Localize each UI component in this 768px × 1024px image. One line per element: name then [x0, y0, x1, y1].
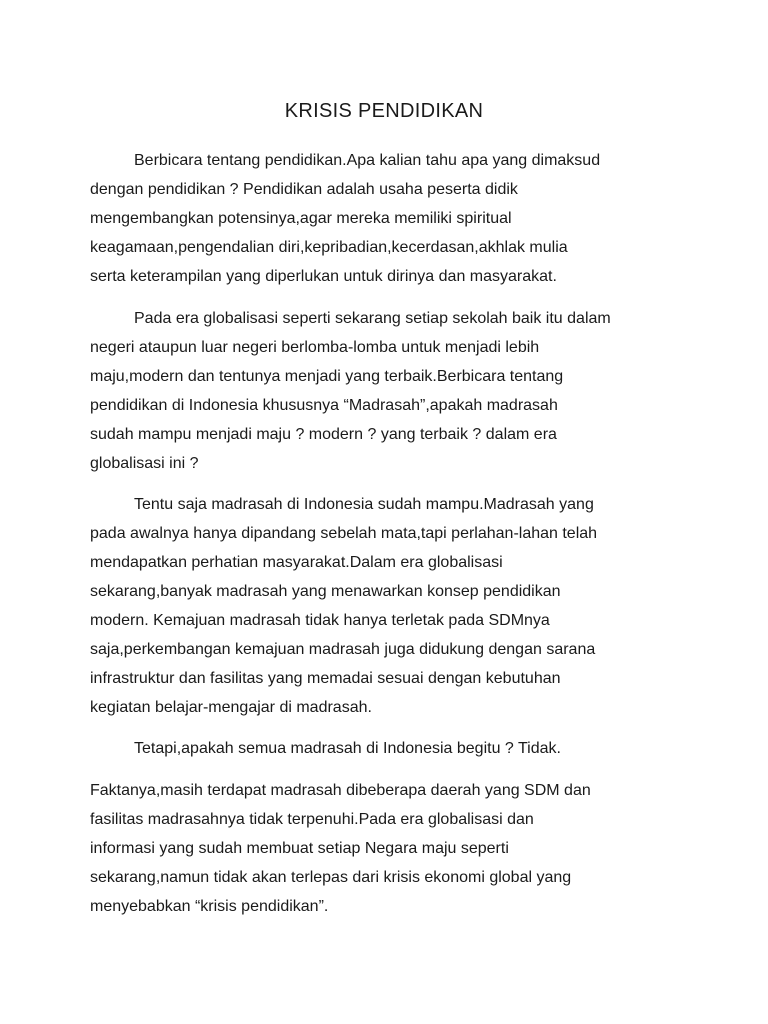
- text-line: fasilitas madrasahnya tidak terpenuhi.Pada era globalisasi dan: [90, 811, 534, 828]
- text-line: Pada era globalisasi seperti sekarang setiap sekolah baik itu dalam: [134, 310, 611, 327]
- text-line: dengan pendidikan ? Pendidikan adalah usaha peserta didik: [90, 181, 518, 198]
- text-line: keagamaan,pengendalian diri,kepribadian,kecerdasan,akhlak mulia: [90, 239, 568, 256]
- paragraph-5: [90, 776, 690, 921]
- text-line: pada awalnya hanya dipandang sebelah mata,tapi perlahan-lahan telah: [90, 525, 598, 542]
- text-line: maju,modern dan tentunya menjadi yang terbaik.Berbicara tentang: [90, 368, 564, 385]
- paragraph-2: [90, 304, 690, 478]
- page-title: KRISIS PENDIDIKAN: [284, 100, 484, 122]
- paragraph-3: [90, 490, 690, 722]
- paragraph-4: [90, 734, 690, 763]
- text-line: Faktanya,masih terdapat madrasah dibeberapa daerah yang SDM dan: [90, 782, 591, 799]
- text-line: serta keterampilan yang diperlukan untuk dirinya dan masyarakat.: [90, 268, 557, 285]
- text-line: sudah mampu menjadi maju ? modern ? yang terbaik ? dalam era: [90, 426, 557, 443]
- text-line: sekarang,banyak madrasah yang menawarkan konsep pendidikan: [90, 583, 561, 600]
- text-line: sekarang,namun tidak akan terlepas dari krisis ekonomi global yang: [90, 869, 572, 886]
- text-line: mendapatkan perhatian masyarakat.Dalam era globalisasi: [90, 554, 503, 571]
- text-line: mengembangkan potensinya,agar mereka memiliki spiritual: [90, 210, 512, 227]
- paragraph-1: [90, 146, 690, 291]
- text-line: informasi yang sudah membuat setiap Negara maju seperti: [90, 840, 509, 857]
- text-line: Tentu saja madrasah di Indonesia sudah mampu.Madrasah yang: [134, 496, 594, 513]
- text-line: Berbicara tentang pendidikan.Apa kalian tahu apa yang dimaksud: [134, 152, 601, 169]
- text-line: saja,perkembangan kemajuan madrasah juga didukung dengan sarana: [90, 641, 596, 658]
- text-line: menyebabkan “krisis pendidikan”.: [90, 898, 329, 915]
- text-line: negeri ataupun luar negeri berlomba-lomba untuk menjadi lebih: [90, 339, 540, 356]
- text-line: Tetapi,apakah semua madrasah di Indonesia begitu ? Tidak.: [134, 740, 561, 757]
- text-line: globalisasi ini ?: [90, 455, 199, 472]
- text-line: infrastruktur dan fasilitas yang memadai sesuai dengan kebutuhan: [90, 670, 561, 687]
- text-line: kegiatan belajar-mengajar di madrasah.: [90, 699, 372, 716]
- text-line: pendidikan di Indonesia khususnya “Madrasah”,apakah madrasah: [90, 397, 558, 414]
- text-line: modern. Kemajuan madrasah tidak hanya terletak pada SDMnya: [90, 612, 550, 629]
